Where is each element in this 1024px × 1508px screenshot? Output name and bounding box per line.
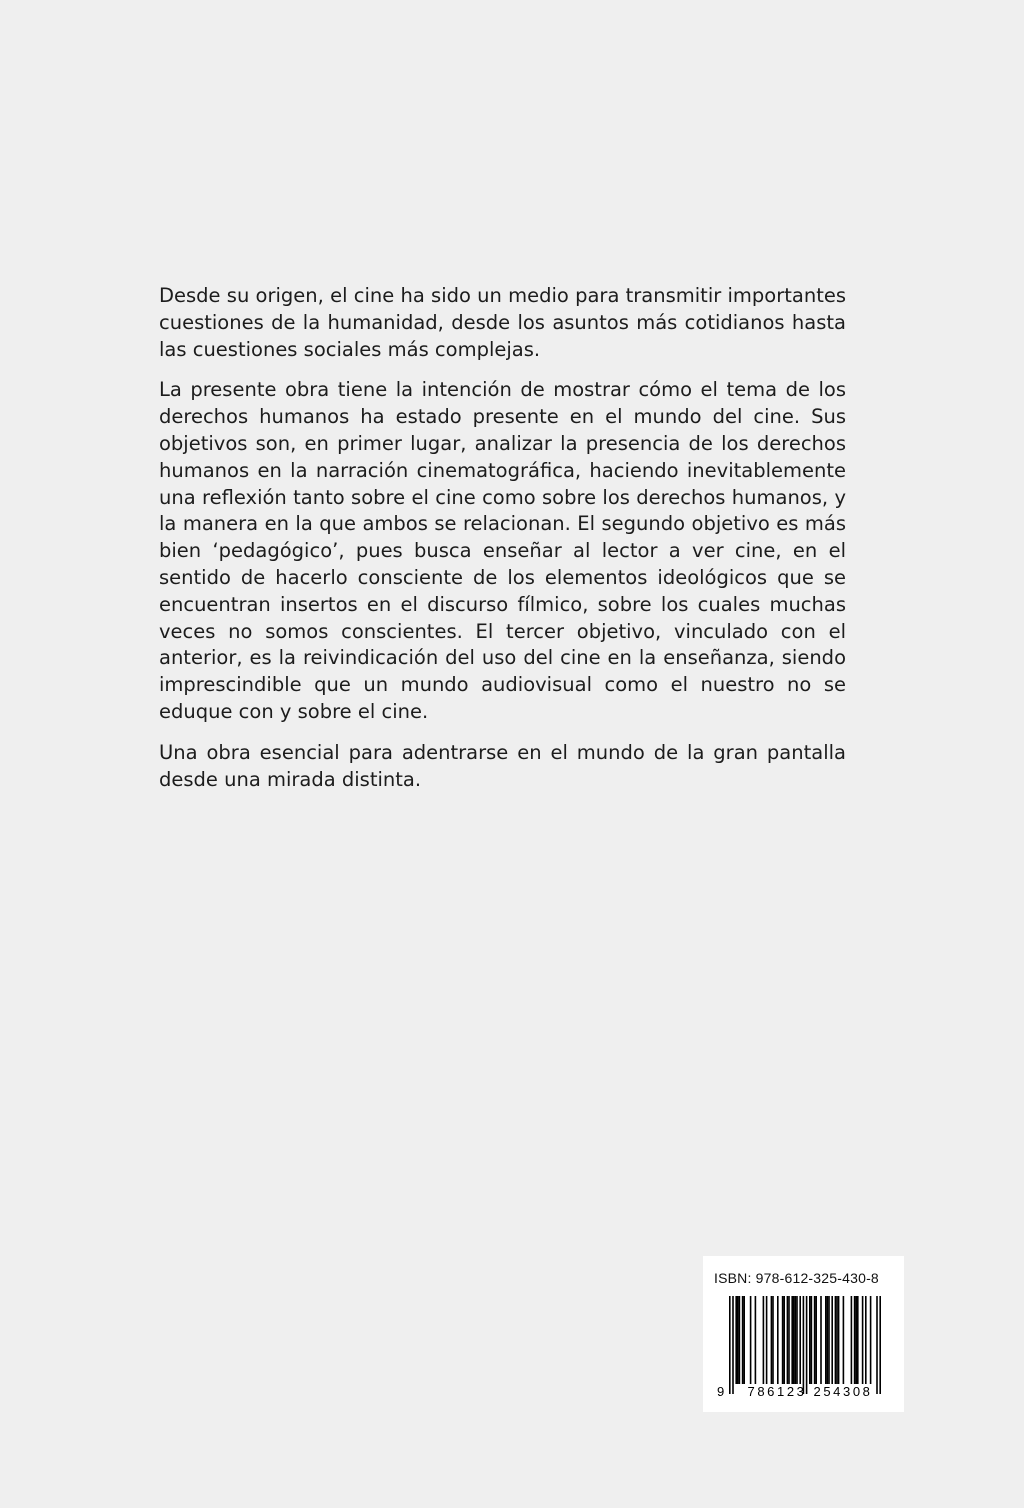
- barcode-first-digit: 9: [717, 1384, 725, 1399]
- barcode-bar: [815, 1296, 817, 1384]
- barcode-bar: [803, 1296, 805, 1394]
- barcode-bar: [862, 1296, 864, 1384]
- barcode-bar: [828, 1296, 830, 1384]
- blurb-paragraph-1: Desde su origen, el cine ha sido un medio para transmitir importantes cuestiones de la humanidad, desde los asuntos más cotidianos hasta las cuestiones sociales más complejas.: [159, 284, 846, 361]
- barcode-bar: [777, 1296, 779, 1384]
- barcode-bar: [857, 1296, 859, 1384]
- barcode-bar: [851, 1296, 853, 1384]
- barcode-bar: [855, 1296, 857, 1384]
- barcode-bar: [750, 1296, 752, 1384]
- barcode-bar: [791, 1296, 793, 1384]
- barcode-bar: [809, 1296, 811, 1384]
- barcode-bar: [782, 1296, 784, 1384]
- barcode-bar: [787, 1296, 789, 1384]
- barcode-bar: [763, 1296, 765, 1384]
- barcode-bar: [793, 1296, 795, 1384]
- barcode-bar: [806, 1296, 808, 1394]
- barcode-bar: [876, 1296, 878, 1394]
- barcode-bar: [831, 1296, 833, 1384]
- barcode-bar: [788, 1296, 790, 1384]
- barcode-bar: [835, 1296, 837, 1384]
- barcode-bar: [843, 1296, 845, 1384]
- barcode-bar: [743, 1296, 745, 1384]
- barcode-bar: [742, 1296, 744, 1384]
- barcode-bar: [796, 1296, 798, 1384]
- barcode-bar: [838, 1296, 840, 1384]
- barcode-bar: [811, 1296, 813, 1384]
- back-cover-blurb: [159, 283, 846, 807]
- blurb-paragraph-2: La presente obra tiene la intención de mostrar cómo el tema de los derechos humanos ha estado presente en el mundo del cine. Sus objetivos son, en primer lugar, analizar la presencia de los derechos humanos en la narración cinematográfica, haciendo inevitablemente una reflexión tanto sobre el cine como sobre los derechos humanos, y la manera en la que ambos se relacionan. El segundo objetivo es más bien ‘pedagógico’, pues busca enseñar al lector a ver cine, en el sentido de hacerlo consciente de los elementos ideológicos que se encuentran insertos en el discurso fílmico, sobre los cuales muchas veces no somos conscientes. El tercer objetivo, vinculado con el anterior, es la reivindicación del uso del cine en la enseñanza, siendo imprescindible que un mundo audiovisual como el nuestro no se eduque con y sobre el cine.: [159, 378, 846, 723]
- barcode-bar: [865, 1296, 867, 1384]
- barcode-bar: [737, 1296, 739, 1384]
- barcode-right-digits: 254308: [813, 1384, 873, 1399]
- barcode-bar: [825, 1296, 827, 1384]
- barcode-bar: [827, 1296, 829, 1384]
- barcode-bar: [836, 1296, 838, 1384]
- barcode-bar: [735, 1296, 737, 1384]
- barcode-bar: [820, 1296, 822, 1384]
- isbn-barcode-box: [703, 1256, 904, 1412]
- barcode-bar: [729, 1296, 731, 1394]
- blurb-paragraph-3: Una obra esencial para adentrarse en el mundo de la gran pantalla desde una mirada distinta.: [159, 740, 846, 791]
- barcode-bar: [772, 1296, 774, 1384]
- barcode-bar: [799, 1296, 801, 1384]
- barcode-bar: [870, 1296, 872, 1384]
- barcode-left-digits: 786123: [747, 1384, 807, 1399]
- barcode-bar: [739, 1296, 741, 1384]
- barcode-bar: [814, 1296, 816, 1384]
- barcode-bar: [766, 1296, 768, 1384]
- barcode: [717, 1296, 893, 1402]
- barcode-bar: [879, 1296, 881, 1394]
- barcode-bar: [755, 1296, 757, 1384]
- barcode-bar: [732, 1296, 734, 1394]
- barcode-bar: [771, 1296, 773, 1384]
- barcode-bar: [783, 1296, 785, 1384]
- isbn-label: ISBN: 978-612-325-430-8: [714, 1270, 879, 1286]
- barcode-bar: [795, 1296, 797, 1384]
- barcode-bar: [854, 1296, 856, 1384]
